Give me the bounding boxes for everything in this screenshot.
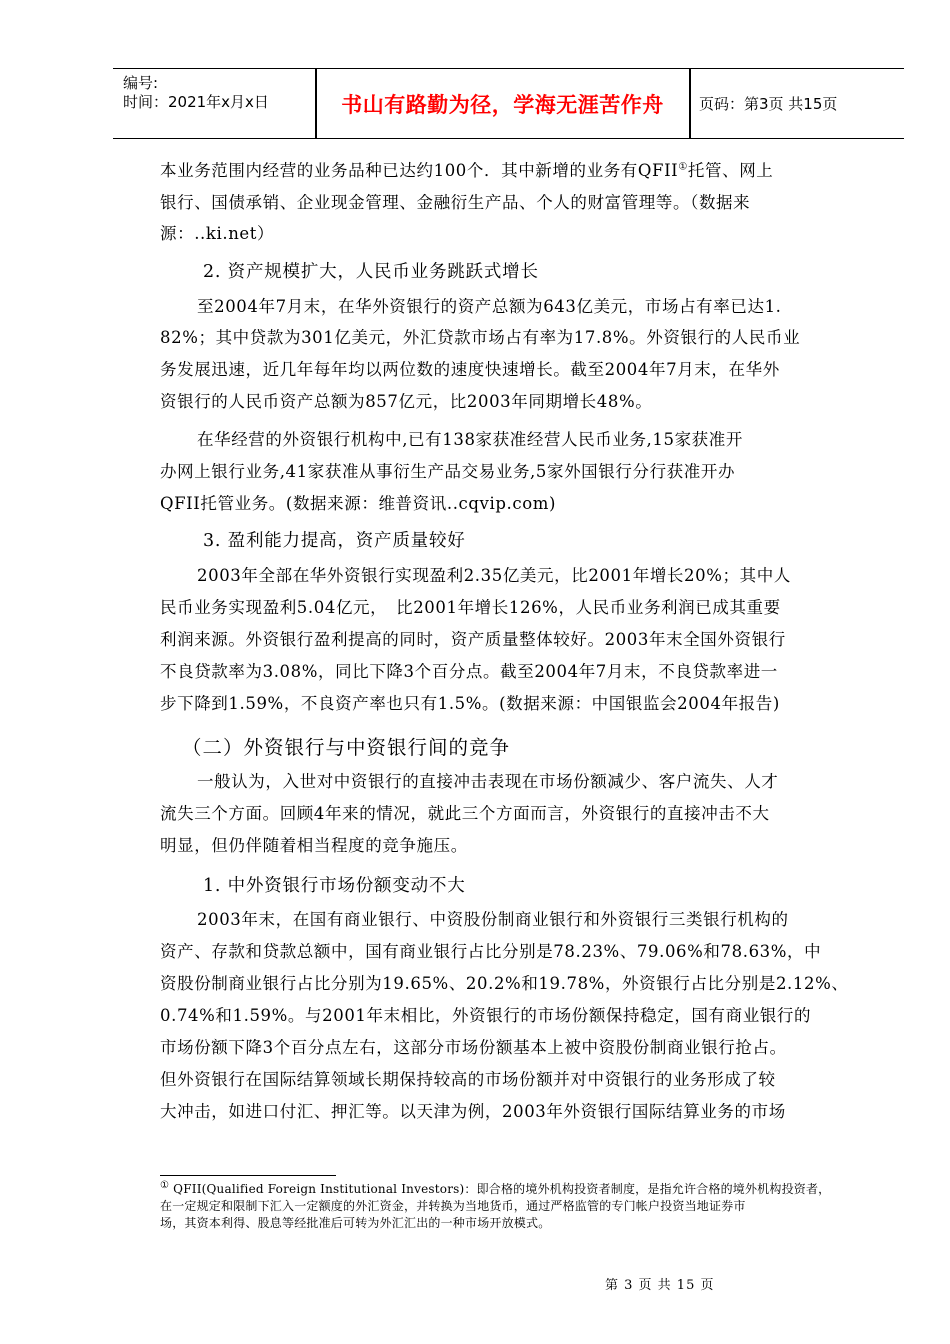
footnote-separator xyxy=(160,1175,336,1176)
text-line: 办网上银行业务,41家获准从事衍生产品交易业务,5家外国银行分行获准开办 xyxy=(160,462,736,481)
footnote-mark: ① xyxy=(160,1180,170,1191)
text-line: 资产、存款和贷款总额中，国有商业银行占比分别是78.23%、79.06%和78.63%，中 xyxy=(160,942,822,961)
footnote-line: 场，其资本利得、股息等经批准后可转为外汇汇出的一种市场开放模式。 xyxy=(160,1216,551,1230)
text-line: 民币业务实现盈利5.04亿元， 比2001年增长126%，人民币业务利润已成其重要 xyxy=(160,598,781,617)
text-line: 银行、国债承销、企业现金管理、金融衍生产品、个人的财富管理等。（数据来 xyxy=(160,193,751,212)
text-line: 利润来源。外资银行盈利提高的同时，资产质量整体较好。2003年末全国外资银行 xyxy=(160,630,786,649)
text-line: 2003年末，在国有商业银行、中资股份制商业银行和外资银行三类银行机构的 xyxy=(197,910,789,929)
text-line: QFII托管业务。(数据来源：维普资讯..cqvip.com) xyxy=(160,494,557,513)
text-line: 但外资银行在国际结算领域长期保持较高的市场份额并对中资银行的业务形成了较 xyxy=(160,1070,776,1089)
header-divider xyxy=(689,69,691,138)
text-line: 0.74%和1.59%。与2001年末相比，外资银行的市场份额保持稳定，国有商业银行的 xyxy=(160,1006,812,1025)
text-line: 务发展迅速，近几年每年均以两位数的速度快速增长。截至2004年7月末，在华外 xyxy=(160,360,780,379)
text-line: 不良贷款率为3.08%，同比下降3个百分点。截至2004年7月末，不良贷款率进一 xyxy=(160,662,778,681)
subheading: 2. 资产规模扩大，人民币业务跳跃式增长 xyxy=(203,262,539,282)
text-line: 2003年全部在华外资银行实现盈利2.35亿美元，比2001年增长20%；其中人 xyxy=(197,566,791,585)
header-info-cell xyxy=(113,69,315,138)
page-header xyxy=(113,68,904,139)
text-line: 市场份额下降3个百分点左右，这部分市场份额基本上被中资股份制商业银行抢占。 xyxy=(160,1038,787,1057)
text-line: 一般认为，入世对中资银行的直接冲击表现在市场份额减少、客户流失、人才 xyxy=(197,772,779,791)
subheading: 1. 中外资银行市场份额变动不大 xyxy=(203,876,466,896)
text-line: 步下降到1.59%，不良资产率也只有1.5%。(数据来源：中国银监会2004年报告) xyxy=(160,694,780,713)
text-line: 本业务范围内经营的业务品种已达约100个．其中新增的业务有QFII①托管、网上 xyxy=(160,161,774,180)
text-line: 明显，但仍伴随着相当程度的竞争施压。 xyxy=(160,836,468,855)
section-heading: （二）外资银行与中资银行间的竞争 xyxy=(182,736,511,759)
text-line: 资银行的人民币资产总额为857亿元，比2003年同期增长48%。 xyxy=(160,392,653,411)
text-line: 82%；其中贷款为301亿美元，外汇贷款市场占有率为17.8%。外资银行的人民币业 xyxy=(160,328,801,347)
subheading: 3. 盈利能力提高，资产质量较好 xyxy=(203,531,466,551)
text-line: 流失三个方面。回顾4年来的情况，就此三个方面而言，外资银行的直接冲击不大 xyxy=(160,804,770,823)
text-line: 至2004年7月末，在华外资银行的资产总额为643亿美元，市场占有率已达1. xyxy=(197,297,782,316)
number-label: 编号: xyxy=(123,74,159,92)
header-motto: 书山有路勤为径，学海无涯苦作舟 xyxy=(341,92,664,117)
footnote-line: ① QFII(Qualified Foreign Institutional Investors)：即合格的境外机构投资者制度，是指允许合格的境外机构投资者， xyxy=(160,1180,831,1196)
header-page-label: 页码：第3页 共15页 xyxy=(699,95,838,113)
text-line: 在华经营的外资银行机构中,已有138家获准经营人民币业务,15家获准开 xyxy=(197,430,743,449)
page-footer: 第 3 页 共 15 页 xyxy=(605,1278,715,1293)
footnote-line: 在一定规定和限制下汇入一定额度的外汇资金，并转换为当地货币，通过严格监管的专门帐户投资当地证券市 xyxy=(160,1199,746,1213)
text-line: 大冲击，如进口付汇、押汇等。以天津为例，2003年外资银行国际结算业务的市场 xyxy=(160,1102,786,1121)
text-line: 资股份制商业银行占比分别为19.65%、20.2%和19.78%，外资银行占比分别是2.12%、 xyxy=(160,974,849,993)
time-label: 时间：2021年x月x日 xyxy=(123,93,269,111)
text-line: 源：..ki.net） xyxy=(160,224,275,243)
footnote-ref[interactable]: ① xyxy=(678,161,688,173)
